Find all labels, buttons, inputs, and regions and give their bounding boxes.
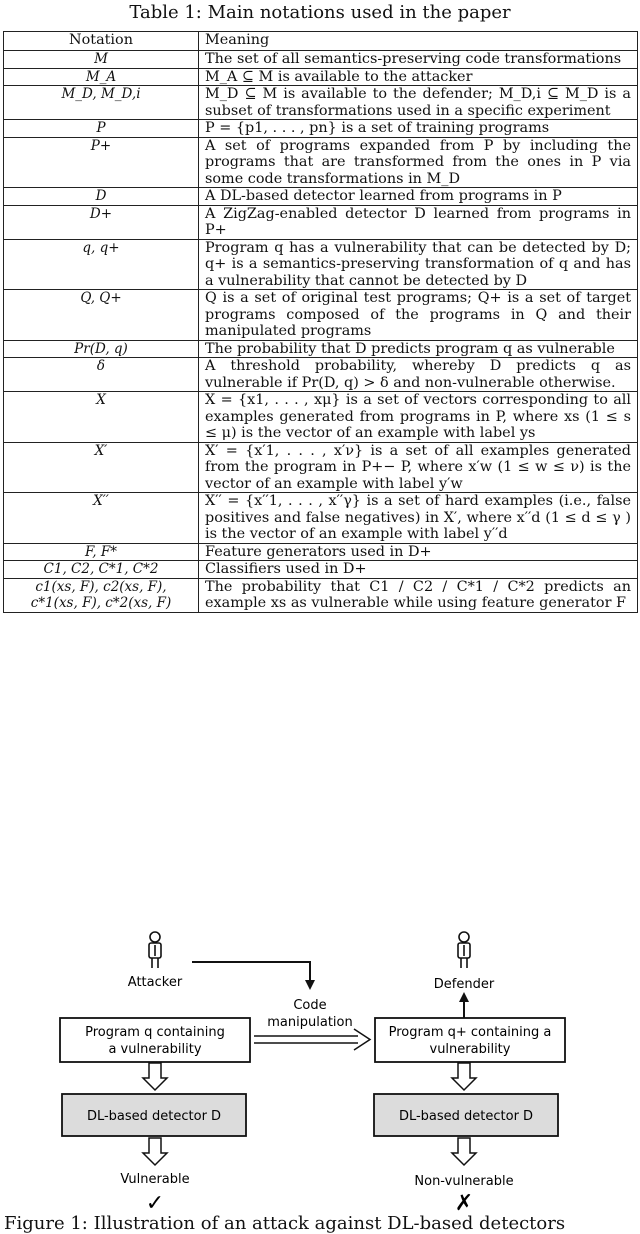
meaning-cell: X = {x1, . . . , xμ} is a set of vectors corresponding to all examples generated from programs in P, where xs (1 ≤ s ≤ μ) is the vector of an example with label ys (199, 392, 638, 443)
right-program-line1: Program q+ containing a (388, 1025, 552, 1040)
table-row (4, 561, 638, 579)
meaning-cell: M_A ⊆ M is available to the attacker (199, 68, 638, 86)
attack-diagram (0, 922, 640, 1230)
table-row (4, 188, 638, 206)
table-row (4, 493, 638, 544)
figure-caption: Figure 1: Illustration of an attack against DL-based detectors (4, 1213, 566, 1234)
notation-cell: M (4, 51, 199, 69)
notation-cell: P+ (4, 137, 199, 188)
table-row (4, 51, 638, 69)
meaning-cell: The probability that D predicts program q as vulnerable (199, 340, 638, 358)
table-row (4, 340, 638, 358)
table-row (4, 543, 638, 561)
meaning-cell: The set of all semantics-preserving code transformations (199, 51, 638, 69)
table-caption: Table 1: Main notations used in the paper (129, 2, 511, 23)
non-vulnerable-label: Non-vulnerable (414, 1174, 514, 1189)
attacker-to-manipulation-arrow (192, 962, 310, 988)
code-manipulation-label-line2: manipulation (267, 1015, 353, 1030)
meaning-cell: A DL-based detector learned from programs in P (199, 188, 638, 206)
meaning-cell: Classifiers used in D+ (199, 561, 638, 579)
manipulation-double-arrow (254, 1029, 370, 1050)
table-row (4, 392, 638, 443)
notation-cell: F, F* (4, 543, 199, 561)
notation-cell: Q, Q+ (4, 290, 199, 341)
notation-cell: X (4, 392, 199, 443)
meaning-cell: X′′ = {x′′1, . . . , x′′γ} is a set of hard examples (i.e., false positives and false negatives) in X′, where x′′d (1 ≤ d ≤ γ ) is the vector of an example with label y′′d (199, 493, 638, 544)
notation-cell: D (4, 188, 199, 206)
meaning-cell: A ZigZag-enabled detector D learned from programs in P+ (199, 205, 638, 239)
notation-cell: P (4, 120, 199, 138)
header-notation: Notation (4, 32, 199, 51)
meaning-cell: A set of programs expanded from P by including the programs that are transformed from the ones in P via some code transformations in M_D (199, 137, 638, 188)
notation-cell: D+ (4, 205, 199, 239)
table-row (4, 442, 638, 493)
notation-table (3, 31, 638, 613)
right-down-arrow-2 (452, 1138, 476, 1165)
attack-figure (0, 922, 640, 1230)
left-program-line2: a vulnerability (108, 1042, 202, 1057)
code-manipulation-label-line1: Code (293, 998, 327, 1013)
attacker-person-icon (149, 932, 161, 968)
header-meaning: Meaning (199, 32, 638, 51)
table-row (4, 68, 638, 86)
meaning-cell: Feature generators used in D+ (199, 543, 638, 561)
left-down-arrow-2 (143, 1138, 167, 1165)
defender-label: Defender (433, 977, 495, 992)
notation-cell: q, q+ (4, 239, 199, 290)
meaning-cell: P = {p1, . . . , pn} is a set of training programs (199, 120, 638, 138)
notation-cell: M_A (4, 68, 199, 86)
table-row (4, 290, 638, 341)
check-mark-icon: ✓ (145, 1191, 165, 1216)
defender-person-icon (458, 932, 470, 968)
table-row (4, 358, 638, 392)
meaning-cell: Program q has a vulnerability that can be detected by D; q+ is a semantics-preserving transformation of q and has a vulnerability that cannot be detected by D (199, 239, 638, 290)
meaning-cell: The probability that C1 / C2 / C*1 / C*2 predicts an example xs as vulnerable while using feature generator F (199, 578, 638, 612)
table-row (4, 205, 638, 239)
table-row (4, 239, 638, 290)
right-down-arrow-1 (452, 1063, 476, 1090)
notation-cell: X′ (4, 442, 199, 493)
notation-cell: X′′ (4, 493, 199, 544)
table-header-row (4, 32, 638, 51)
cross-mark-icon: ✗ (454, 1191, 474, 1216)
notation-cell: M_D, M_D,i (4, 86, 199, 120)
right-detector-label: DL-based detector D (398, 1109, 534, 1124)
vulnerable-label: Vulnerable (120, 1172, 190, 1187)
right-program-line2: vulnerability (429, 1042, 511, 1057)
table-row (4, 86, 638, 120)
meaning-cell: Q is a set of original test programs; Q+ is a set of target programs composed of the programs in Q and their manipulated programs (199, 290, 638, 341)
table-row (4, 578, 638, 612)
left-detector-label: DL-based detector D (86, 1109, 222, 1124)
attacker-label: Attacker (127, 975, 183, 990)
left-down-arrow-1 (143, 1063, 167, 1090)
table-row (4, 137, 638, 188)
notation-cell: Pr(D, q) (4, 340, 199, 358)
meaning-cell: M_D ⊆ M is available to the defender; M_D,i ⊆ M_D is a subset of transformations used in a specific experiment (199, 86, 638, 120)
meaning-cell: X′ = {x′1, . . . , x′ν} is a set of all examples generated from the program in P+− P, where x′w (1 ≤ w ≤ ν) is the vector of an example with label y′w (199, 442, 638, 493)
notation-cell: C1, C2, C*1, C*2 (4, 561, 199, 579)
left-program-line1: Program q containing (85, 1025, 225, 1040)
table-row (4, 120, 638, 138)
notation-cell: c1(xs, F), c2(xs, F), c*1(xs, F), c*2(xs, F) (4, 578, 199, 612)
meaning-cell: A threshold probability, whereby D predicts q as vulnerable if Pr(D, q) > δ and non-vulnerable otherwise. (199, 358, 638, 392)
notation-cell: δ (4, 358, 199, 392)
